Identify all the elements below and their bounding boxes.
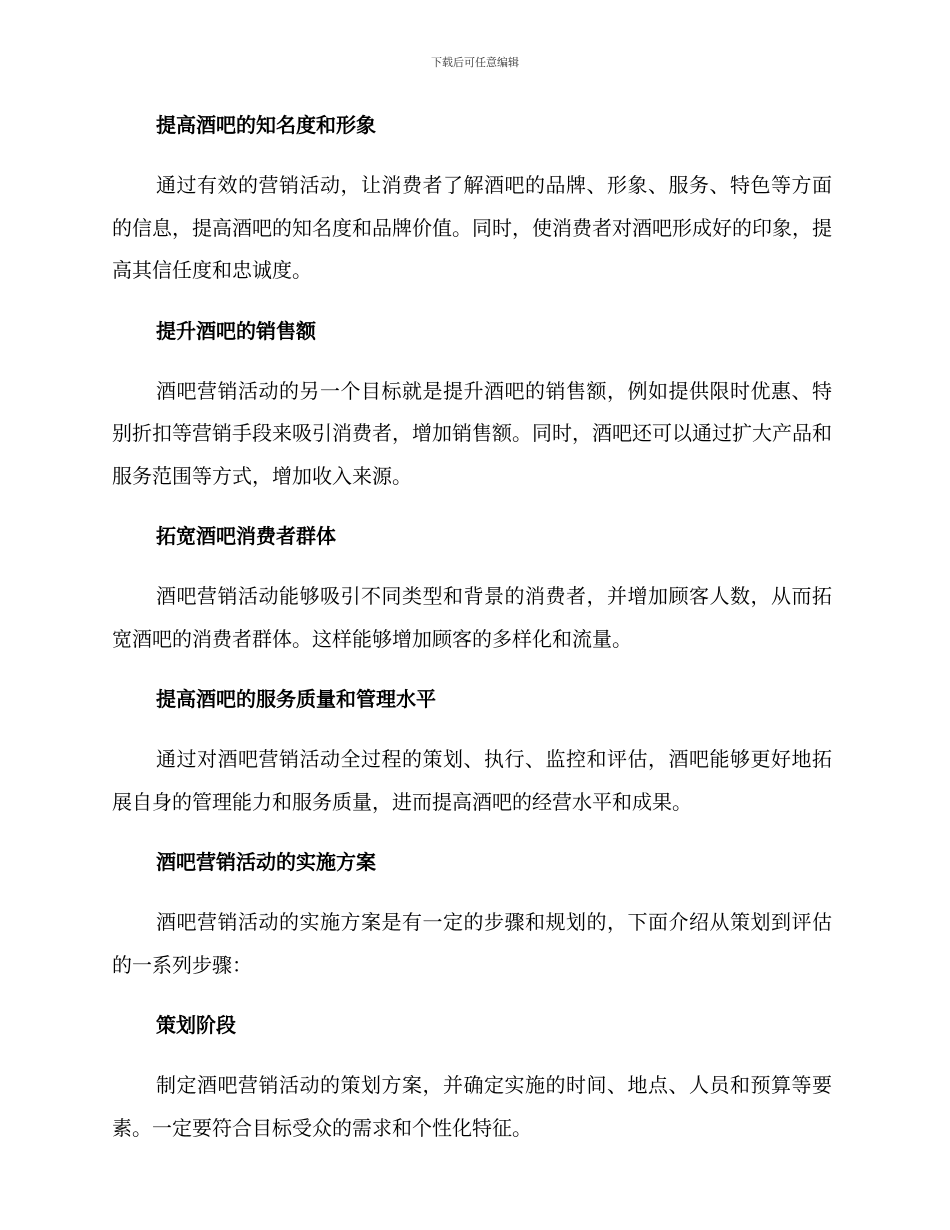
- section-heading: 拓宽酒吧消费者群体: [156, 524, 336, 548]
- section-paragraph: 酒吧营销活动的实施方案是有一定的步骤和规划的，下面介绍从策划到评估的一系列步骤：: [112, 910, 832, 977]
- section-paragraph: 酒吧营销活动能够吸引不同类型和背景的消费者，并增加顾客人数，从而拓宽酒吧的消费者群体。这样能够增加顾客的多样化和流量。: [112, 584, 832, 651]
- page-header: 下载后可任意编辑: [431, 56, 519, 69]
- section-heading: 提高酒吧的知名度和形象: [156, 113, 376, 137]
- document-body: [112, 110, 832, 1173]
- section-heading: 提升酒吧的销售额: [156, 318, 316, 343]
- section-paragraph: 通过有效的营销活动，让消费者了解酒吧的品牌、形象、服务、特色等方面的信息，提高酒吧的知名度和品牌价值。同时，使消费者对酒吧形成好的印象，提高其信任度和忠诚度。: [112, 173, 832, 282]
- section-heading: 策划阶段: [156, 1013, 236, 1037]
- section-paragraph: 制定酒吧营销活动的策划方案，并确定实施的时间、地点、人员和预算等要素。一定要符合目标受众的需求和个性化特征。: [112, 1073, 832, 1140]
- section-heading: 酒吧营销活动的实施方案: [156, 850, 376, 874]
- section-heading: 提高酒吧的服务质量和管理水平: [156, 687, 436, 711]
- section-paragraph: 酒吧营销活动的另一个目标就是提升酒吧的销售额，例如提供限时优惠、特别折扣等营销手段来吸引消费者，增加销售额。同时，酒吧还可以通过扩大产品和服务范围等方式，增加收入来源。: [112, 378, 832, 488]
- section-paragraph: 通过对酒吧营销活动全过程的策划、执行、监控和评估，酒吧能够更好地拓展自身的管理能力和服务质量，进而提高酒吧的经营水平和成果。: [112, 747, 832, 814]
